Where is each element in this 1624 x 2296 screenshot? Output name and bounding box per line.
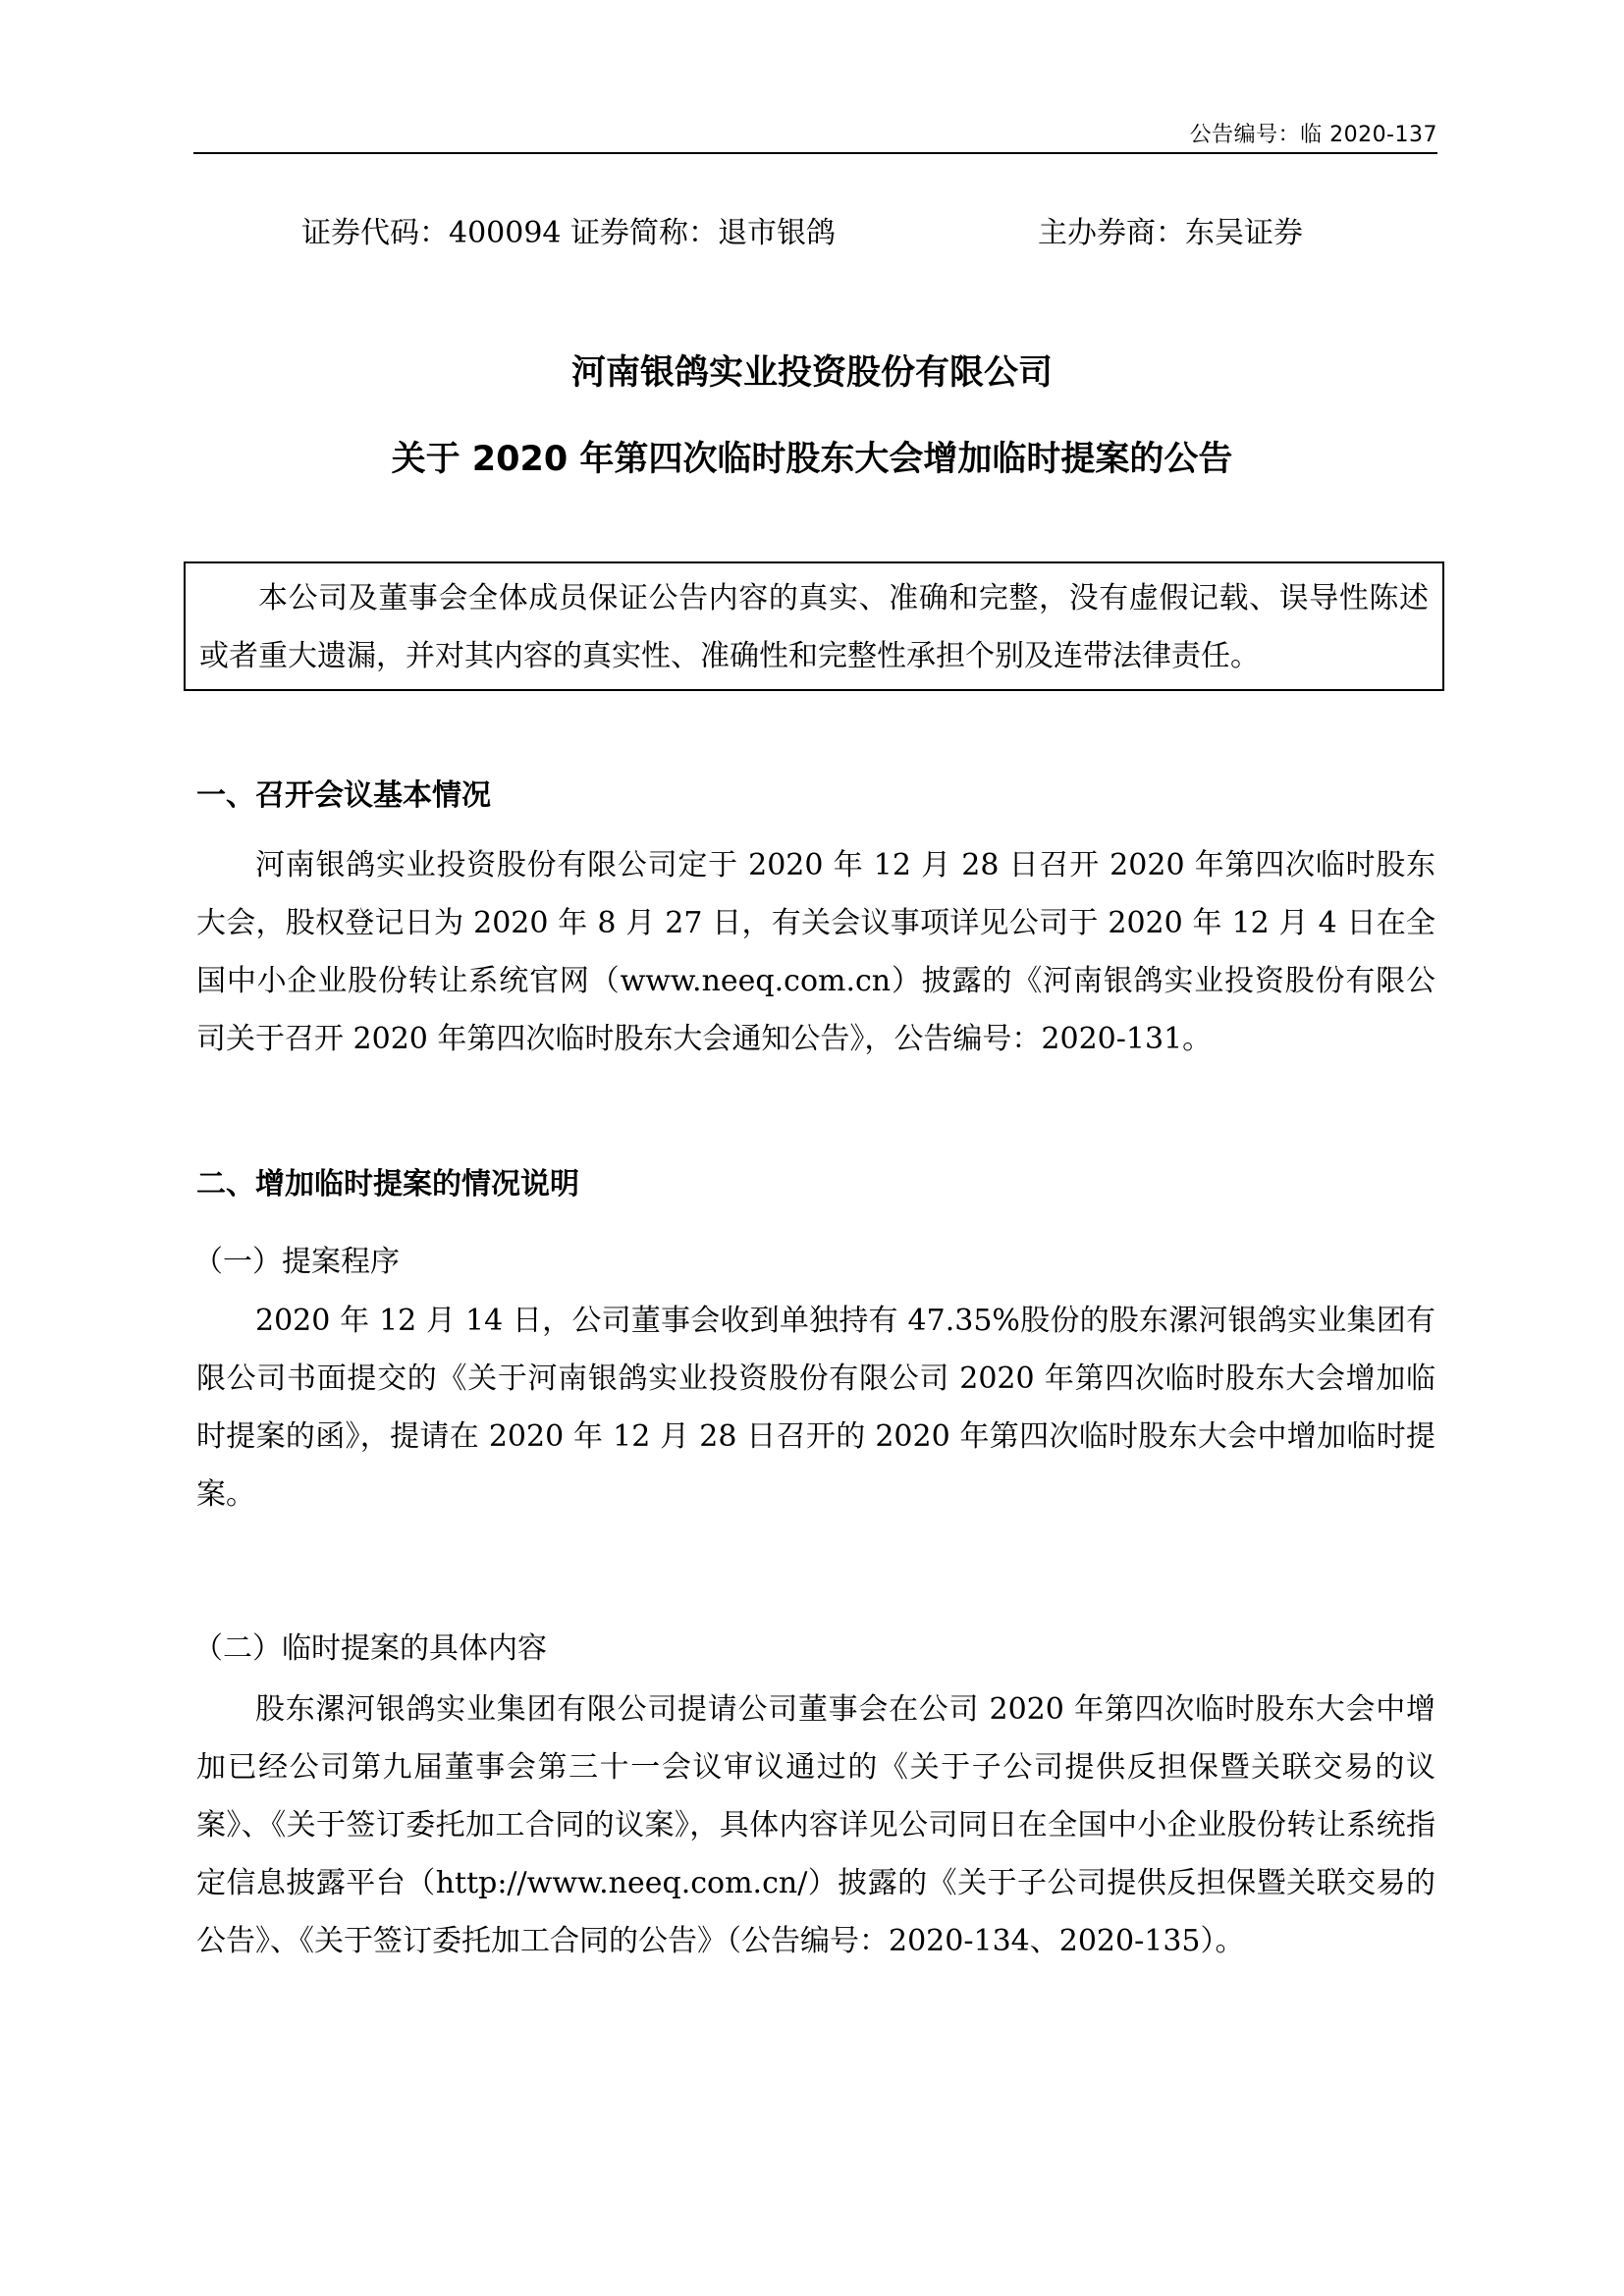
- page-title-subject: 关于 2020 年第四次临时股东大会增加临时提案的公告: [391, 440, 1233, 479]
- subsection-heading-procedure: （一）提案程序: [193, 1245, 400, 1279]
- section-heading-meeting-basics: 一、召开会议基本情况: [196, 778, 491, 813]
- broker-text: 主办券商：东吴证券: [1038, 216, 1303, 250]
- section1-paragraph: 河南银鸽实业投资股份有限公司定于 2020 年 12 月 28 日召开 2020 年第四次临时股东大会，股权登记日为 2020 年 8 月 27 日，有关会议事项详见公司于 2020 年 12 月 4 日在全国中小企业股份转让系统官网（www.neeq.com.cn）披露的《河南银鸽实业投资股份有限公司关于召开 2020 年第四次临时股东大会通知公告》，公告编号：2020-131。: [196, 848, 1435, 1056]
- responsibility-notice-text: 本公司及董事会全体成员保证公告内容的真实、准确和完整，没有虚假记载、误导性陈述或者重大遗漏，并对其内容的真实性、准确性和完整性承担个别及连带法律责任。: [199, 581, 1429, 673]
- subsection2-paragraph: 股东漯河银鸽实业集团有限公司提请公司董事会在公司 2020 年第四次临时股东大会中增加已经公司第九届董事会第三十一会议审议通过的《关于子公司提供反担保暨关联交易的议案》、《关于签订委托加工合同的议案》，具体内容详见公司同日在全国中小企业股份转让系统指定信息披露平台（http://www.neeq.com.cn/）披露的《关于子公司提供反担保暨关联交易的公告》、《关于签订委托加工合同的公告》（公告编号：2020-134、2020-135）。: [196, 1692, 1435, 1958]
- responsibility-notice-box: [184, 561, 1444, 691]
- section-heading-temporary-proposal: 二、增加临时提案的情况说明: [196, 1167, 579, 1201]
- header-divider: [193, 152, 1437, 154]
- subsection-heading-content: （二）临时提案的具体内容: [193, 1631, 547, 1666]
- stock-code-text: 证券代码：400094 证券简称：退市银鸽: [301, 216, 837, 250]
- subsection1-paragraph: 2020 年 12 月 14 日，公司董事会收到单独持有 47.35%股份的股东漯河银鸽实业集团有限公司书面提交的《关于河南银鸽实业投资股份有限公司 2020 年第四次临时股东大会增加临时提案的函》，提请在 2020 年 12 月 28 日召开的 2020 年第四次临时股东大会中增加临时提案。: [196, 1304, 1435, 1512]
- announcement-number: 公告编号：临 2020-137: [1189, 123, 1437, 147]
- page-title-company: 河南银鸽实业投资股份有限公司: [570, 353, 1053, 393]
